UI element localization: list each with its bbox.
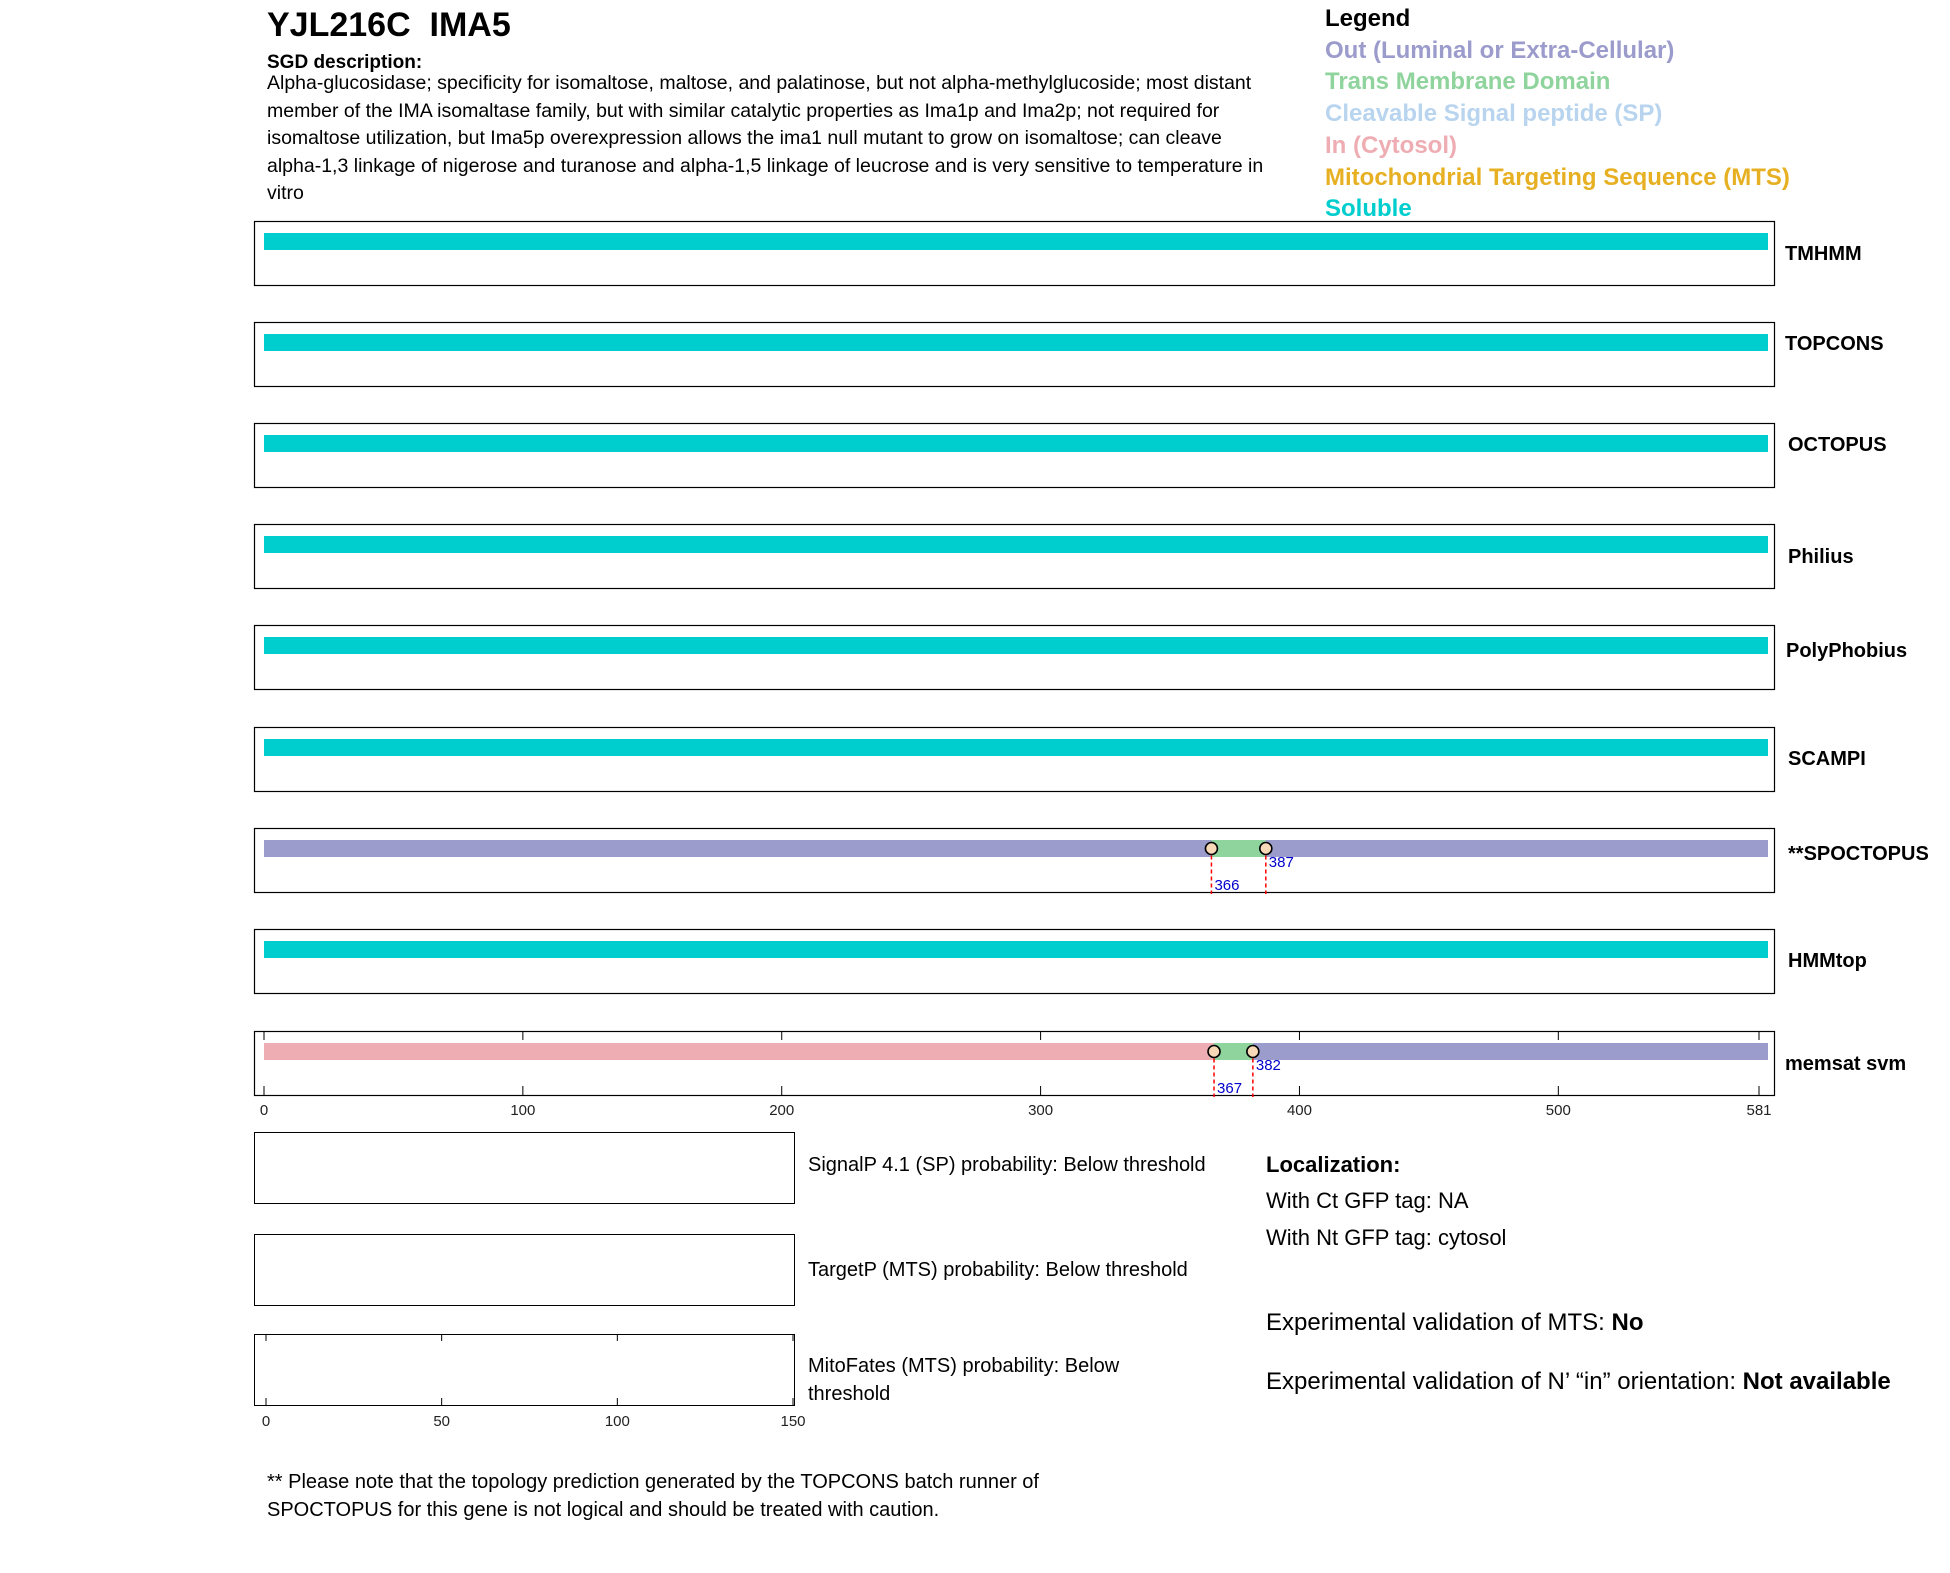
track-segment	[264, 1043, 1214, 1060]
track-label-scampi: SCAMPI	[1788, 748, 1866, 770]
track-label-topcons: TOPCONS	[1785, 333, 1884, 355]
axis-tick-label: 100	[604, 1413, 630, 1430]
legend-item-in: In (Cytosol)	[1325, 132, 1457, 159]
targetp-panel	[254, 1234, 795, 1306]
mitofates-axis	[0, 1320, 820, 1430]
legend-item-mts: Mitochondrial Targeting Sequence (MTS)	[1325, 164, 1790, 191]
marker-label: 382	[1255, 1057, 1281, 1074]
track-label-tmhmm: TMHMM	[1785, 243, 1862, 265]
track-box	[255, 626, 1775, 690]
track-label-hmmtop: HMMtop	[1788, 950, 1867, 972]
mitofates-text: MitoFates (MTS) probability: Below threshold	[808, 1355, 1120, 1405]
validation-mts-label: Experimental validation of MTS:	[1266, 1309, 1612, 1336]
track-label-memsat-svm: memsat svm	[1785, 1053, 1907, 1075]
track-segment	[264, 739, 1768, 756]
track-box	[255, 829, 1775, 893]
signalp-text: SignalP 4.1 (SP) probability: Below threshold	[808, 1154, 1206, 1176]
marker-circle	[1247, 1046, 1259, 1058]
signalp-panel	[254, 1132, 795, 1204]
marker-label: 387	[1268, 854, 1294, 871]
marker-circle	[1208, 1046, 1220, 1058]
targetp-text: TargetP (MTS) probability: Below threshold	[808, 1259, 1188, 1281]
track-segment	[1253, 1043, 1768, 1060]
track-segment	[1266, 840, 1768, 857]
validation-mts	[1266, 1307, 1906, 1339]
legend-item-out: Out (Luminal or Extra-Cellular)	[1325, 37, 1675, 64]
track-box	[255, 323, 1775, 387]
marker-label: 366	[1214, 877, 1240, 894]
validation-nin-value: Not available	[1742, 1368, 1891, 1395]
track-segment	[264, 536, 1768, 553]
track-segment	[264, 840, 1211, 857]
page-title: YJL216C IMA5	[267, 6, 511, 44]
axis-tick-label: 500	[1545, 1102, 1571, 1119]
validation-mts-value: No	[1611, 1309, 1644, 1336]
axis-tick-label: 150	[780, 1413, 806, 1430]
track-box	[255, 930, 1775, 994]
axis-tick-label: 50	[433, 1413, 451, 1430]
marker-circle	[1205, 843, 1217, 855]
track-segment	[264, 435, 1768, 452]
footnote: ** Please note that the topology prediction generated by the TOPCONS batch runner of SPOCTOPUS for this gene is not logical and should be treated with caution.	[267, 1471, 1039, 1521]
localization-title: Localization:	[1266, 1152, 1401, 1177]
track-box	[255, 525, 1775, 589]
sgd-description-label: SGD description:	[267, 52, 423, 73]
axis-tick-label: 100	[510, 1102, 536, 1119]
sgd-description: Alpha-glucosidase; specificity for isomaltose, maltose, and palatinose, but not alpha-methylglucoside; most distant member of the IMA isomaltase family, but with similar catalytic properties as Ima1p and Ima2p; not required for isomaltose utilization, but Ima5p overexpression allows the ima1 null mutant to grow on isomaltose; can cleave alpha-1,3 linkage of nigerose and turanose and alpha-1,5 linkage of leucrose and is very sensitive to temperature in vitro	[267, 72, 1264, 204]
track-box	[255, 424, 1775, 488]
legend-title: Legend	[1325, 5, 1411, 32]
track-segment	[1211, 840, 1265, 857]
track-segment	[264, 334, 1768, 351]
track-box	[255, 728, 1775, 792]
track-label-spoctopus: **SPOCTOPUS	[1788, 843, 1929, 865]
axis-tick-label: 200	[769, 1102, 795, 1119]
validation-nin-label: Experimental validation of N’ “in” orientation:	[1266, 1368, 1743, 1395]
track-segment	[264, 637, 1768, 654]
axis-tick-label: 300	[1028, 1102, 1054, 1119]
track-label-polyphobius: PolyPhobius	[1786, 640, 1908, 662]
axis-tick-label: 0	[261, 1413, 271, 1430]
axis-tick-label: 0	[259, 1102, 269, 1119]
track-box	[255, 222, 1775, 286]
track-box	[255, 1032, 1775, 1096]
track-label-octopus: OCTOPUS	[1788, 434, 1887, 456]
localization-nt-gfp: With Nt GFP tag: cytosol	[1266, 1225, 1507, 1250]
marker-circle	[1260, 843, 1272, 855]
track-segment	[264, 941, 1768, 958]
legend-item-soluble: Soluble	[1325, 195, 1412, 222]
axis-tick-label: 400	[1286, 1102, 1312, 1119]
marker-label: 367	[1217, 1080, 1243, 1097]
track-label-philius: Philius	[1788, 546, 1854, 568]
localization-ct-gfp: With Ct GFP tag: NA	[1266, 1188, 1469, 1213]
legend-item-tm: Trans Membrane Domain	[1325, 68, 1611, 95]
legend-item-sp: Cleavable Signal peptide (SP)	[1325, 100, 1663, 127]
validation-nin	[1266, 1366, 1906, 1398]
track-segment	[264, 233, 1768, 250]
axis-tick-label: 581	[1746, 1102, 1772, 1119]
